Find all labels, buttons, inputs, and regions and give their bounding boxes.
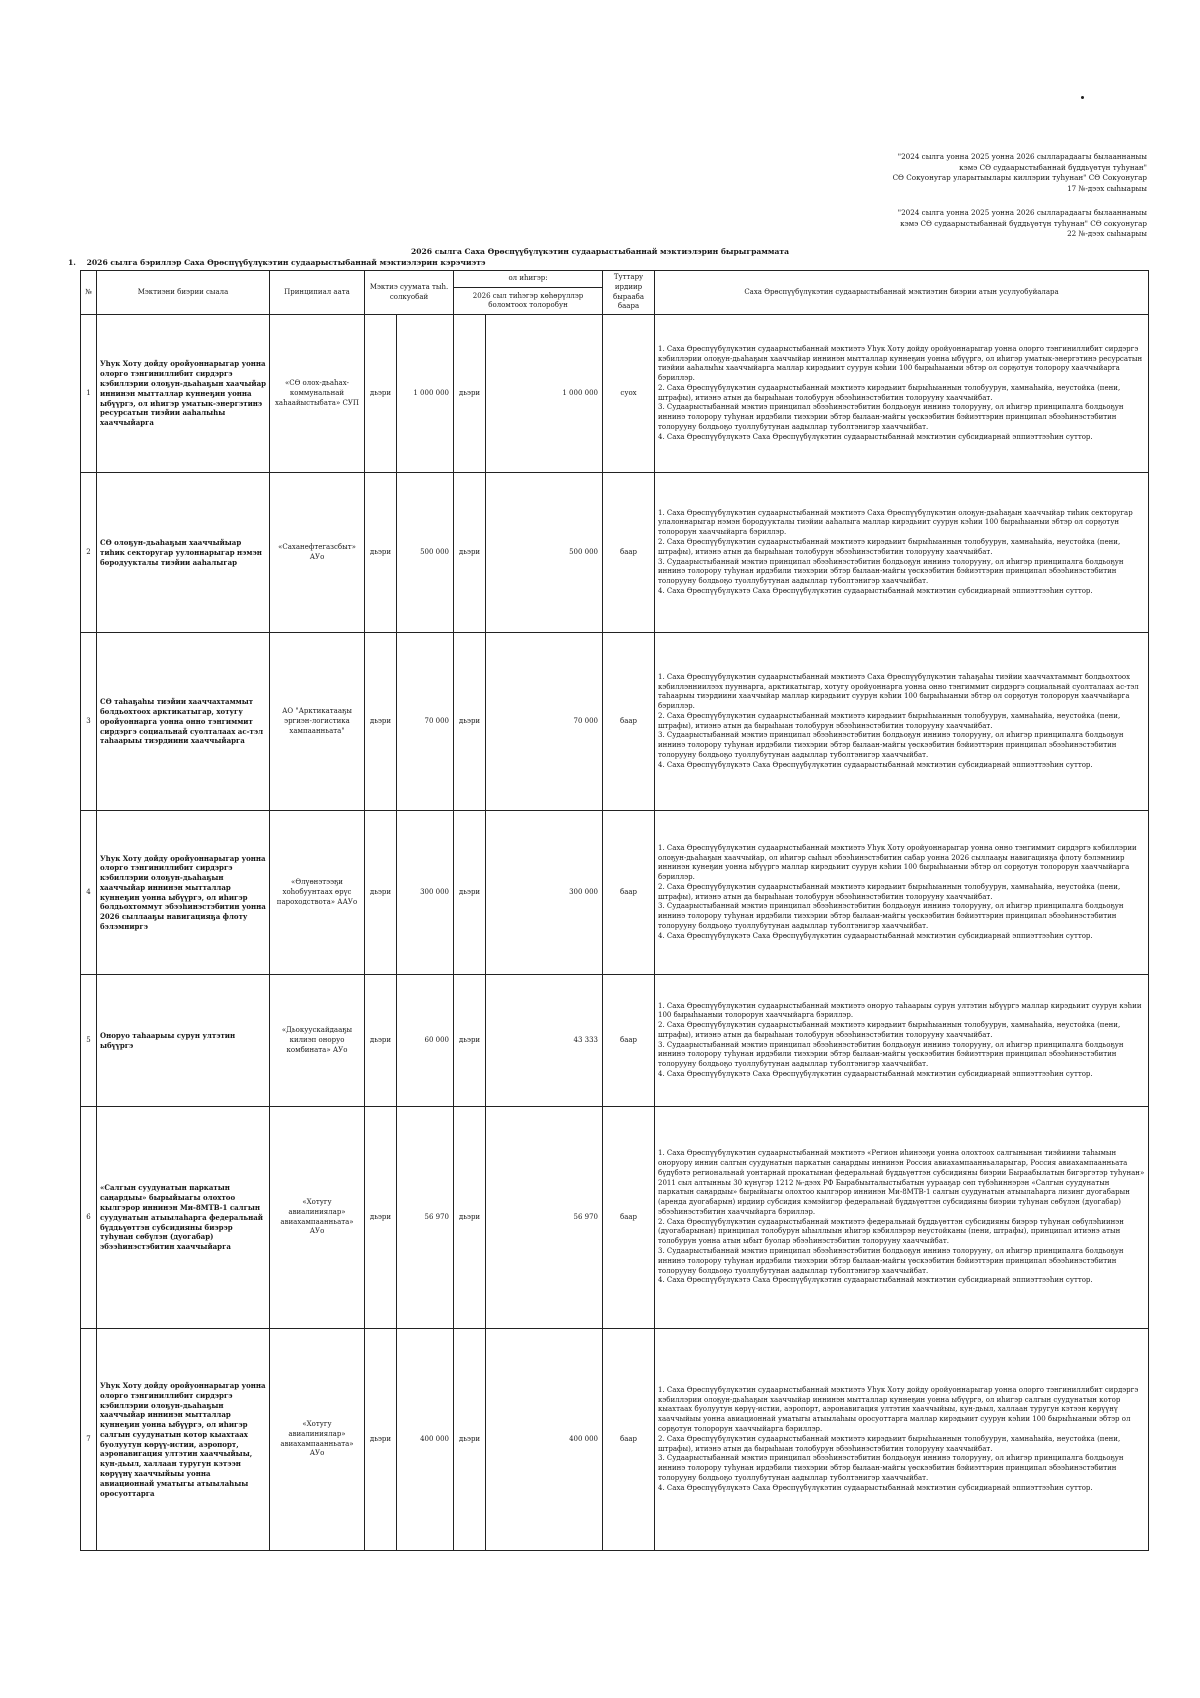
row-principal: «Дьокуускайдааҕы килиэп оноруо комбината» АУо xyxy=(270,975,365,1107)
condition-item: 3. Судаарыстыбаннай мэктиэ принципал эбээһинэстэбитин болдьоҕун иннинэ толорууну, ол иһигэр принципалга болдьоҕун иннинэ толорору туһунан ирдэбили тиэхэрии эбтэр былаан-майгы үөскээбитин бэйиэттэрин принципал эбээһинэстэбитин толорууну болдьоҕо туоллубутунан аадыллар туболтэнигэр хааччыйбат. xyxy=(658,403,1124,432)
condition-item: 2. Саха Өрөспүүбүлүкэтин судаарыстыбаннай мэктиэтэ кирэдьиит бырыһыаннын толобуурун, хамнаһыйа, неустойка (пени, штрафы), итиэнэ атын да бырыһыан толобурун эбээһинэстэбитин толорууну хааччыйбат. xyxy=(658,383,1121,402)
row-purpose: Уһук Хоту дойду оройуоннарыгар уонна олорго тэнгиниллибит сирдэргэ кэбиллэрии олоҕун-дьаһаҕын хааччыйар иннинэн мытталлар куннеҕин уонна ыбүүргэ, ол иһигэр салгын суудунатын котор кыахтаах буолуутун көрүү-истии, аэропорт, аэронавигация ултэтин хааччыйыы, кун-дьыл, халлаан туругун кэтээн көрүүнү хааччыйыы уонна авиационнай уматыгы атыылаһыы оросуоттарга xyxy=(97,1329,270,1551)
row-incl-unit: дьэри xyxy=(454,1329,486,1551)
document-title: 2026 сылга Саха Өрөспүүбүлүкэтин судаарыстыбаннай мэктиэлэрин бырыграммата xyxy=(410,247,790,256)
row-incl-unit: дьэри xyxy=(454,633,486,811)
condition-item: 2. Саха Өрөспүүбүлүкэтин судаарыстыбаннай мэктиэтэ кирэдьиит бырыһыаннын толобуурун, хамнаһыйа, неустойка (пени, штрафы), итиэнэ атын да бырыһыан толобурун эбээһинэстэбитин толорууну хааччыйбат. xyxy=(658,882,1121,901)
header-num: № xyxy=(81,271,97,315)
row-incl-unit: дьэри xyxy=(454,473,486,633)
table-row xyxy=(81,633,1149,811)
condition-item: 2. Саха Өрөспүүбүлүкэтин судаарыстыбаннай мэктиэтэ федеральнай бүддьүөттэн субсидияны биэрэр туһунан сөбүлэһиинэн (дуогабарынан) принципал толобурун ыһыллыын иһигэр кэбиллэрэр неустойканы (пени, штрафы), принципал итиэнэ атын толобурун уонна атын ыбыт буолар эбээһинэстэбитин толорууну хааччыйбат. xyxy=(658,1217,1124,1246)
condition-item: 3. Судаарыстыбаннай мэктиэ принципал эбээһинэстэбитин болдьоҕун иннинэ толорууну, ол иһигэр принципалга болдьоҕун иннинэ толорору туһунан ирдэбили тиэхэрии эбтэр былаан-майгы үөскээбитин бэйиэттэрин принципал эбээһинэстэбитин толорууну болдьоҕо туоллубутунан аадыллар туболтэнигэр хааччыйбат. xyxy=(658,902,1124,931)
legal-reference-2-line: "2024 сылга уонна 2025 уонна 2026 сылларадаагы былааннаныы xyxy=(897,208,1147,217)
row-number: 2 xyxy=(81,473,97,633)
section-title: 2026 сылга бэриллэр Саха Өрөспүүбүлүкэтин судаарыстыбаннай мэктиэлэрин кэрэчиэтэ xyxy=(86,258,486,267)
row-regress: баар xyxy=(603,633,655,811)
row-conditions xyxy=(655,975,1149,1107)
row-conditions xyxy=(655,633,1149,811)
row-incl-amount: 400 000 xyxy=(486,1329,603,1551)
row-incl-unit: дьэри xyxy=(454,975,486,1107)
row-conditions xyxy=(655,811,1149,975)
row-purpose: Оноруо таһаарыы сурун ултэтин ыбүүргэ xyxy=(97,975,270,1107)
table-row xyxy=(81,315,1149,473)
row-conditions xyxy=(655,315,1149,473)
row-regress: баар xyxy=(603,473,655,633)
row-regress: суох xyxy=(603,315,655,473)
header-regress: Туттару ирдиир бырааба баара xyxy=(603,271,655,315)
condition-item: 4. Саха Өрөспүүбүлүкэтэ Саха Өрөспүүбүлүкэтин судаарыстыбаннай мэктиэтин субсидиарнай эппиэттээһин суттор. xyxy=(658,931,1093,940)
row-purpose: СӨ таһаҕаһы тиэйии хааччахтаммыт болдьохтоох арктикатыгар, хотугу оройуоннарга уонна онно тэнгиммит сирдэргэ социальнай суолталаах ас-тэл таһаарыы тиэрдиини хааччыйарга xyxy=(97,633,270,811)
row-number: 7 xyxy=(81,1329,97,1551)
legal-reference-2 xyxy=(727,208,1147,240)
row-incl-unit: дьэри xyxy=(454,315,486,473)
condition-item: 1. Саха Өрөспүүбүлүкэтин судаарыстыбаннай мэктиэтэ Уһук Хоту дойду оройуоннарыгар уонна олорго тэнгиниллибит сирдэргэ кэбиллэрии олоҕун-дьаһаҕын хааччыйар иннинэн мытталлар куннеҕин уонна ыбүүргэ, ол иһигэр уматык-энергэтинэ ресурсатын тиэйии ааһалыһы хааччыйарга маллар кирэдьиит суурун кэһии 100 бырыһыаныи эбтэр ол сорҕотун толорору хааччыйарга бэриллэр. xyxy=(658,344,1143,383)
legal-reference-1-line: СӨ Сокуонугар уларытыылары киллэрии туһунан" СӨ Сокуонугар xyxy=(892,173,1147,182)
condition-item: 4. Саха Өрөспүүбүлүкэтэ Саха Өрөспүүбүлүкэтин судаарыстыбаннай мэктиэтин субсидиарнай эппиэттээһин суттор. xyxy=(658,1276,1093,1285)
row-incl-unit: дьэри xyxy=(454,811,486,975)
condition-item: 4. Саха Өрөспүүбүлүкэтэ Саха Өрөспүүбүлүкэтин судаарыстыбаннай мэктиэтин субсидиарнай эппиэттээһин суттор. xyxy=(658,760,1093,769)
header-including: ол иһигэр: xyxy=(454,271,603,288)
section-heading xyxy=(68,258,494,267)
header-conditions: Саха Өрөспүүбүлүкэтин судаарыстыбаннай мэктиэтин биэрии атын усулуобуйалара xyxy=(655,271,1149,315)
condition-item: 1. Саха Өрөспүүбүлүкэтин судаарыстыбаннай мэктиэтэ Уһук Хоту оройуоннарыгар уонна онно тэнгиммит сирдэргэ кэбиллэрии олоҕун-дьаһаҕын хааччыйар, ол иһигэр сыһыл эбээһинэстэбитин сабар уонна 2026 сыллааҕы навигацияҕа флоту бэлэмниир иннинэн кунеҕин уонна ыбүүргэ маллар кирэдьиит суурун кэһии 100 бырыһыаныи эбтэр ол сорҕотун толорорун хааччыйарга бэриллэр. xyxy=(658,843,1137,882)
row-amount-unit: дьэри xyxy=(365,811,397,975)
header-principal: Принципиал аата xyxy=(270,271,365,315)
legal-reference-2-line: 22 №-дээх сыһыарыы xyxy=(1067,229,1147,238)
row-incl-unit: дьэри xyxy=(454,1107,486,1329)
row-incl-amount: 300 000 xyxy=(486,811,603,975)
row-purpose: Уһук Хоту дойду оройуоннарыгар уонна олорго тэнгиниллибит сирдэргэ кэбиллэрии олоҕун-дьаһаҕын хаачыйар иннинэн мытталлар куннеҕин уонна ыбүүргэ, ол иһигэр уматык-энергэтинэ ресурсатын тиэйии ааһалыһы хааччыйарга xyxy=(97,315,270,473)
row-conditions xyxy=(655,473,1149,633)
row-regress: баар xyxy=(603,1107,655,1329)
row-amount: 56 970 xyxy=(397,1107,454,1329)
legal-reference-2-line: кэмэ СӨ судаарыстыбаннай бүддьүөтүн туһунан" СӨ сокуонугар xyxy=(900,218,1147,228)
row-incl-amount: 1 000 000 xyxy=(486,315,603,473)
table-row xyxy=(81,1107,1149,1329)
row-amount-unit: дьэри xyxy=(365,975,397,1107)
condition-item: 3. Судаарыстыбаннай мэктиэ принципал эбээһинэстэбитин болдьоҕун иннинэ толорууну, ол иһигэр принципалга болдьоҕун иннинэ толорору туһунан ирдэбили тиэхэрии эбтэр былаан-майгы үөскээбитин бэйиэттэрин принципал эбээһинэстэбитин толорууну болдьоҕо туоллубутунан аадыллар туболтэнигэр хааччыйбат. xyxy=(658,731,1124,760)
row-incl-amount: 56 970 xyxy=(486,1107,603,1329)
row-amount: 70 000 xyxy=(397,633,454,811)
row-regress: баар xyxy=(603,811,655,975)
legal-reference-1-line: кэмэ СӨ судаарыстыбаннай бүддьүөтүн туһунан" xyxy=(959,162,1147,172)
row-principal: «Саханефтегазсбыт» АУо xyxy=(270,473,365,633)
row-number: 3 xyxy=(81,633,97,811)
row-principal: АО "Арктикатааҕы эргиэн-логистика хампаанньата" xyxy=(270,633,365,811)
condition-item: 2. Саха Өрөспүүбүлүкэтин судаарыстыбаннай мэктиэтэ кирэдьиит бырыһыаннын толобуурун, хамнаһыйа, неустойка (пени, штрафы), итиэнэ атын да бырыһыан толобурун эбээһинэстэбитин толорууну хааччыйбат. xyxy=(658,711,1121,730)
row-amount: 1 000 000 xyxy=(397,315,454,473)
row-conditions xyxy=(655,1107,1149,1329)
guarantee-table xyxy=(80,270,1149,1551)
condition-item: 3. Судаарыстыбаннай мэктиэ принципал эбээһинэстэбитин болдьоҕун иннинэ толорууну, ол иһигэр принципалга болдьоҕун иннинэ толорору туһунан ирдэбили тиэхэрии эбтэр былаан-майгы үөскээбитин бэйиэттэрин принципал эбээһинэстэбитин толорууну болдьоҕо туоллубутунан аадыллар туболтэнигэр хааччыйбат. xyxy=(658,557,1124,586)
row-conditions xyxy=(655,1329,1149,1551)
row-purpose: «Салгын суудунатын паркатын саңардыы» бырыйыагы олохтоо кылгэрор иннинэн Ми-8МТВ-1 салгын суудунатын атыылаһарга федеральнай бүддьүөттэн субсидияны биэрэр туһунан сөбүлэн (дуогабар) эбээһинэстэбитин хааччыйарга xyxy=(97,1107,270,1329)
row-principal: «Хотугу авиалиниялар» авиахампаанньата» АУо xyxy=(270,1107,365,1329)
row-number: 5 xyxy=(81,975,97,1107)
row-principal: «Өлүөнэтээҕи хоһобуунтаах өрүс пароходствота» ААУо xyxy=(270,811,365,975)
row-amount-unit: дьэри xyxy=(365,633,397,811)
row-amount: 60 000 xyxy=(397,975,454,1107)
row-purpose: Уһук Хоту дойду оройуоннарыгар уонна олорго тэнгиниллибит сирдэргэ кэбиллэрии олоҕун-дьаһаҕын хааччыйар иннинэн мытталлар куннеҕин уонна ыбүүргэ, ол иһигэр болдьохтоммут эбээһинэстэбитин уонна 2026 сыллааҕы навигацияҕа флоту бэлэмниргэ xyxy=(97,811,270,975)
row-amount-unit: дьэри xyxy=(365,1107,397,1329)
condition-item: 4. Саха Өрөспүүбүлүкэтэ Саха Өрөспүүбүлүкэтин судаарыстыбаннай мэктиэтин субсидиарнай эппиэттээһин суттор. xyxy=(658,432,1093,441)
condition-item: 3. Судаарыстыбаннай мэктиэ принципал эбээһинэстэбитин болдьоҕун иннинэ толорууну, ол иһигэр принципалга болдьоҕун иннинэ толорору туһунан ирдэбили тиэхэрии эбтэр былаан-майгы үөскээбитин бэйиэттэрин принципал эбээһинэстэбитин толорууну болдьоҕо туоллубутунан аадыллар туболтэнигэр хааччыйбат. xyxy=(658,1040,1124,1069)
table-row xyxy=(81,811,1149,975)
condition-item: 4. Саха Өрөспүүбүлүкэтэ Саха Өрөспүүбүлүкэтин судаарыстыбаннай мэктиэтин субсидиарнай эппиэттээһин суттор. xyxy=(658,586,1093,595)
row-incl-amount: 70 000 xyxy=(486,633,603,811)
header-purpose: Мэктиэни биэрии сыала xyxy=(97,271,270,315)
row-regress: баар xyxy=(603,1329,655,1551)
row-purpose: СӨ олоҕун-дьаһаҕын хааччыйыар тиһик секторугар уулоннарыгар нэмэн бородуукталы тиэйии ааһалыгар xyxy=(97,473,270,633)
header-amount: Мэктиэ суумата тыһ. солкуобай xyxy=(365,271,454,315)
row-number: 1 xyxy=(81,315,97,473)
table-row xyxy=(81,1329,1149,1551)
speck-mark xyxy=(1081,96,1084,99)
condition-item: 1. Саха Өрөспүүбүлүкэтин судаарыстыбаннай мэктиэтэ «Регион иһинээҕи уонна олохтоох салгынынан тиэйиини таһымын оноруору иннин салгын суудунатын паркатын саңардыы иннинэн Россия авиахампаанньаларыгар, Россия авиахампаанньата бүдүбэтэ региональнай уонтарнай прокатынан федеральнай бүддьүөттэн субсидияны биэрии Быраабылатын бигэргэтэр туһунан» 2011 сыл алтынньы 30 күнүгэр 1212 №-дээх РФ Бырабыыталыстыбатын уурааҕар сөп түбэһиннэрэн «Салгын суудунатын паркатын саңардыы» бырыйыагы олохтоо кылгэрор иннинэн Ми-8МТВ-1 салгын суудунатын атыылаһарга лизинг дуогабарын (аренда дуогабарын) ирдиир субсидия кэмэйигэр федеральнай бүддьүөттэн субсидияны биэрии туһунан сөбүлэн (дуогабар) эбээһинэстэбитин хааччыйарга бэриллэр. xyxy=(658,1149,1145,1216)
condition-item: 2. Саха Өрөспүүбүлүкэтин судаарыстыбаннай мэктиэтэ кирэдьиит бырыһыаннын толобуурун, хамнаһыйа, неустойка (пени, штрафы), итиэнэ атын да бырыһыан толобурун эбээһинэстэбитин толорууну хааччыйбат. xyxy=(658,1021,1121,1039)
row-number: 6 xyxy=(81,1107,97,1329)
row-regress: баар xyxy=(603,975,655,1107)
row-incl-amount: 43 333 xyxy=(486,975,603,1107)
condition-item: 1. Саха Өрөспүүбүлүкэтин судаарыстыбаннай мэктиэтэ Уһук Хоту дойду оройуоннарыгар уонна олорго тэнгиниллибит сирдэргэ кэбиллэрии олоҕун-дьаһаҕын хааччыйар иннинэн мытталлар куннеҕин уонна ыбүүргэ, ол иһигэр салгын суудунатын котор кыахтаах буолуутун көрүү-истии, аэропорт, аэронавигация ултэтин хааччыйыы, кун-дьыл, халлаан туругун кэтээн көрүүнү хааччыйыы уонна авиационнай уматыгы атыылаһыы оросуоттарга маллар кирэдьиит суурун кэһии 100 бырыһыаныи эбтэр ол сорҕотун толорорун хааччыйарга бэриллэр. xyxy=(658,1385,1139,1433)
row-number: 4 xyxy=(81,811,97,975)
row-amount: 300 000 xyxy=(397,811,454,975)
row-amount: 400 000 xyxy=(397,1329,454,1551)
row-amount-unit: дьэри xyxy=(365,473,397,633)
row-principal: «Хотугу авиалиниялар» авиахампаанньата» АУо xyxy=(270,1329,365,1551)
section-number: 1. xyxy=(68,258,76,267)
legal-reference-1-line: "2024 сылга уонна 2025 уонна 2026 сылларадаагы былааннаныы xyxy=(897,152,1147,161)
row-principal: «СӨ олох-дьаһах-коммунальнай хаһаайыстыбата» СУП xyxy=(270,315,365,473)
condition-item: 1. Саха Өрөспүүбүлүкэтин судаарыстыбаннай мэктиэтэ оноруо таһаарыы сурун ултэтин ыбүүргэ маллар кирэдьиит суурун кэһии 100 бырыһыаныи толорорун хааччыйарга бэриллэр. xyxy=(658,1001,1142,1020)
condition-item: 3. Судаарыстыбаннай мэктиэ принципал эбээһинэстэбитин болдьоҕун иннинэ толорууну, ол иһигэр принципалга болдьоҕун иннинэ толорору туһунан ирдэбили тиэхэрии эбтэр былаан-майгы үөскээбитин бэйиэттэрин принципал эбээһинэстэбитин толорууну болдьоҕо туоллубутунан аадыллар туболтэнигэр хааччыйбат. xyxy=(658,1247,1124,1275)
table-row xyxy=(81,473,1149,633)
condition-item: 1. Саха Өрөспүүбүлүкэтин судаарыстыбаннай мэктиэтэ Саха Өрөспүүбүлүкэтин олоҕун-дьаһаҕын хааччыйар тиһик секторугар улалоннарыгар нэмэн бородуукталы тиэйии ааһалыга маллар кирэдьиит суурун кэһии 100 бырыһыаныи эбтэр ол сорҕотун толорорун хааччыйарга бэриллэр. xyxy=(658,508,1133,537)
header-including-sub: 2026 сыл тиһэгэр көһөрүллэр боломтоох толоробун xyxy=(454,288,603,315)
condition-item: 3. Судаарыстыбаннай мэктиэ принципал эбээһинэстэбитин болдьоҕун иннинэ толорууну, ол иһигэр принципалга болдьоҕун иннинэ толорору туһунан ирдэбили тиэхэрии эбтэр былаан-майгы үөскээбитин бэйиэттэрин принципал эбээһинэстэбитин толорууну болдьоҕо туоллубутунан аадыллар туболтэнигэр хааччыйбат. xyxy=(658,1454,1124,1482)
legal-reference-1-line: 17 №-дээх сыһыарыы xyxy=(1067,183,1147,193)
row-amount: 500 000 xyxy=(397,473,454,633)
table-row xyxy=(81,975,1149,1107)
condition-item: 4. Саха Өрөспүүбүлүкэтэ Саха Өрөспүүбүлүкэтин судаарыстыбаннай мэктиэтин субсидиарнай эппиэттээһин суттор. xyxy=(658,1070,1093,1079)
row-incl-amount: 500 000 xyxy=(486,473,603,633)
row-amount-unit: дьэри xyxy=(365,1329,397,1551)
condition-item: 1. Саха Өрөспүүбүлүкэтин судаарыстыбаннай мэктиэтэ Саха Өрөспүүбүлүкэтин таһаҕаһы тиэйии хааччахтаммыт болдьохтоох кэбиллэнниилээх пууннарга, арктикатыгар, хотугу оройуоннарга уонна онно тэнгиммит сирдэргэ социальнай суолталаах ас-тэл таһаарыы тиэрдиини хааччыйар маллар кирэдьиит суурун кэһии 100 бырыһыаныи эбтэр ол сорҕотун толорорун хааччыйарга бэриллэр. xyxy=(658,672,1139,711)
condition-item: 4. Саха Өрөспүүбүлүкэтэ Саха Өрөспүүбүлүкэтин судаарыстыбаннай мэктиэтин субсидиарнай эппиэттээһин суттор. xyxy=(658,1483,1093,1492)
legal-reference-1 xyxy=(727,152,1147,194)
row-amount-unit: дьэри xyxy=(365,315,397,473)
condition-item: 2. Саха Өрөспүүбүлүкэтин судаарыстыбаннай мэктиэтэ кирэдьиит бырыһыаннын толобуурун, хамнаһыйа, неустойка (пени, штрафы), итиэнэ атын да бырыһыан толобурун эбээһинэстэбитин толорууну хааччыйбат. xyxy=(658,1434,1121,1453)
condition-item: 2. Саха Өрөспүүбүлүкэтин судаарыстыбаннай мэктиэтэ кирэдьиит бырыһыаннын толобуурун, хамнаһыйа, неустойка (пени, штрафы), итиэнэ атын да бырыһыан толобурун эбээһинэстэбитин толорууну хааччыйбат. xyxy=(658,537,1121,556)
